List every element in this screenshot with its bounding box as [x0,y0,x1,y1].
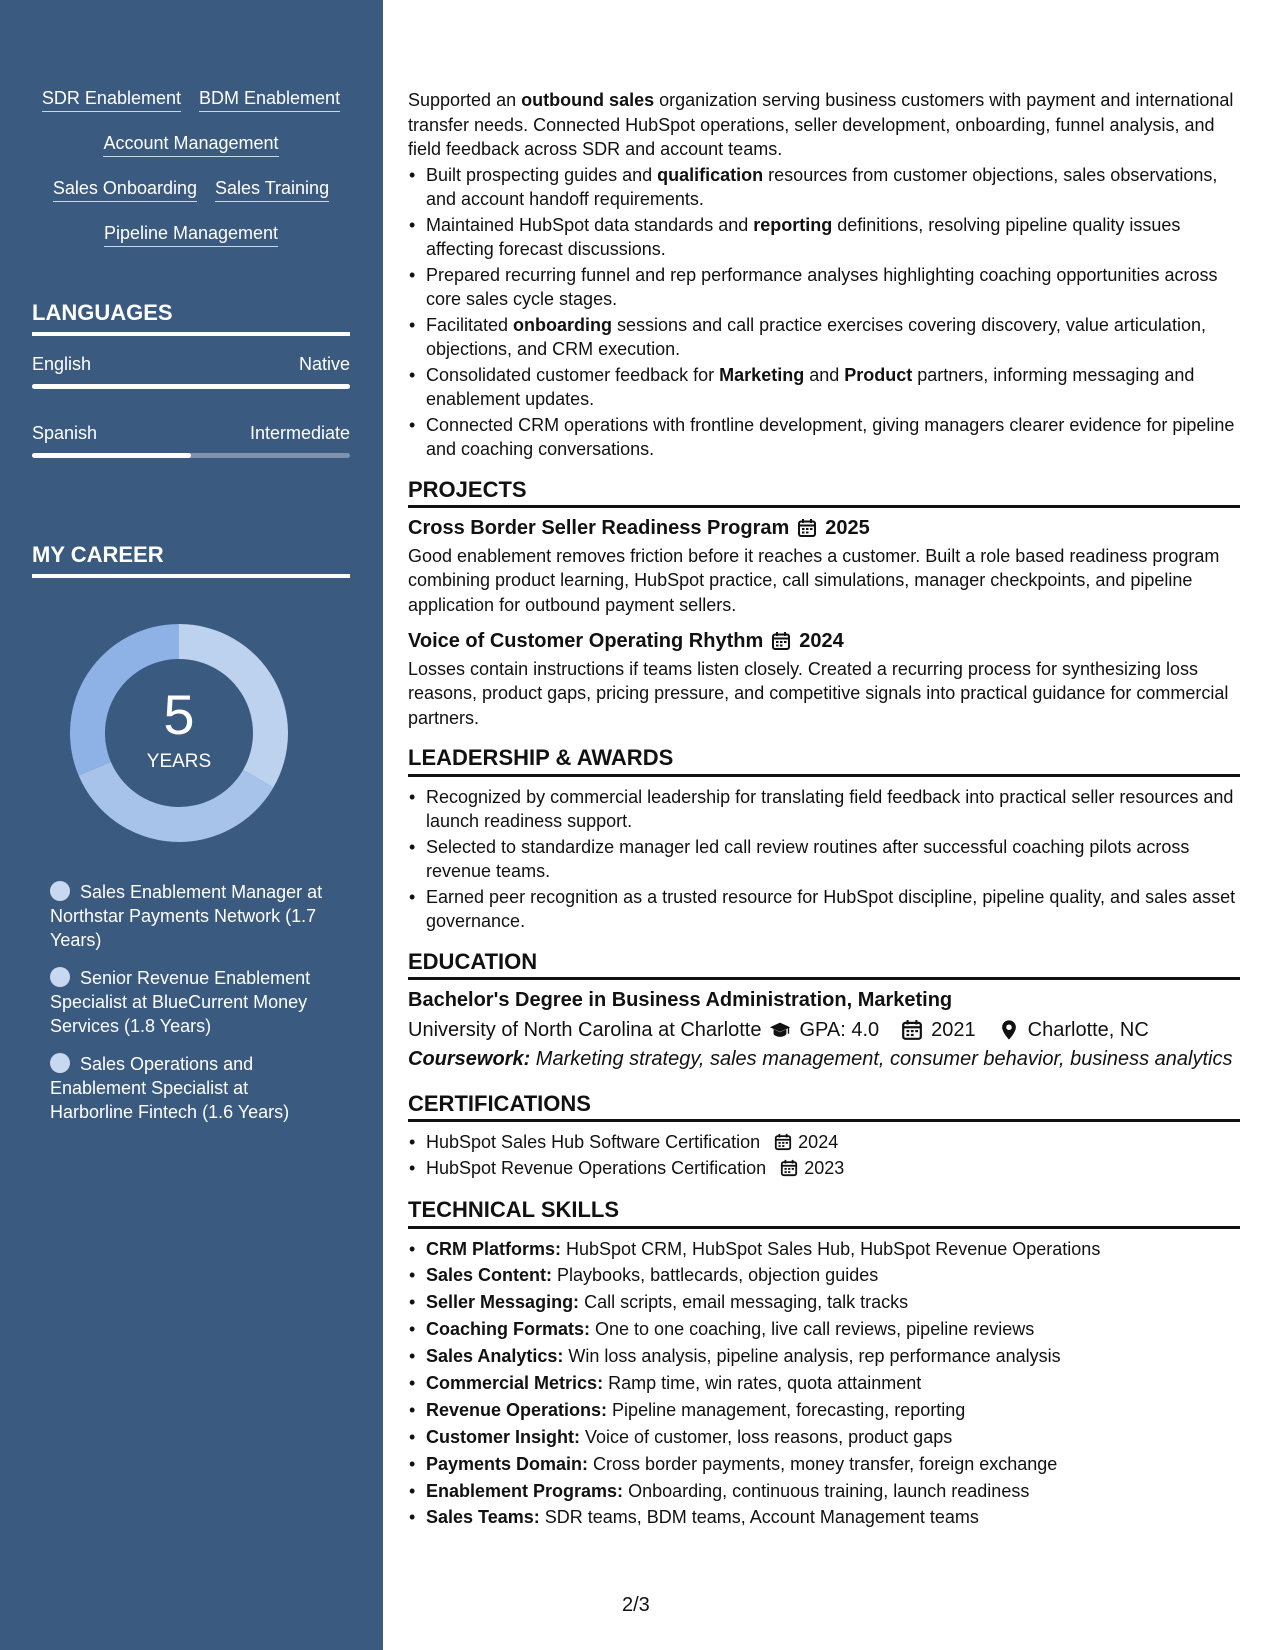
coursework: Coursework: Marketing strategy, sales management, consumer behavior, business analytics [408,1048,1233,1070]
list-item: • Built prospecting guides and qualification resources from customer objections, sales observations, and account handoff requirements. [426,163,1240,212]
degree-title: Bachelor's Degree in Business Administration, Marketing [408,989,953,1011]
skill-row [32,221,350,266]
school-name: University of North Carolina at Charlotte [408,1018,762,1041]
language-level: Native [298,354,350,374]
list-item: • Sales Teams: SDR teams, BDM teams, Account Management teams [426,1505,1240,1530]
page-number: 2/3 [622,1594,650,1616]
skill-row [32,131,350,176]
certification-name: • HubSpot Sales Hub Software Certification [426,1132,761,1152]
leadership-heading: LEADERSHIP & AWARDS [408,746,1240,777]
sidebar [0,0,383,1650]
list-item: • Connected CRM operations with frontline development, giving managers clearer evidence for pipeline and coaching conversations. [426,413,1240,462]
calendar-icon [774,1133,792,1151]
technical-skills-heading: TECHNICAL SKILLS [408,1198,1240,1229]
leadership-list [408,785,1240,934]
career-heading: MY CAREER [32,542,350,578]
list-item: • Earned peer recognition as a trusted resource for HubSpot discipline, pipeline quality, and sales asset governance. [426,885,1240,934]
career-dot-icon [50,881,70,901]
graduation-year: 2021 [931,1018,976,1041]
skill-tag-sdr: SDR Enablement [42,86,181,112]
language-name: Spanish [32,423,98,443]
career-donut [66,620,292,846]
language-english [32,354,350,389]
list-item: • CRM Platforms: HubSpot CRM, HubSpot Sales Hub, HubSpot Revenue Operations [426,1237,1240,1262]
career-dot-icon [50,1053,70,1073]
skill-tag-onboarding: Sales Onboarding [53,176,197,202]
calendar-icon [771,631,791,651]
list-item: • Facilitated onboarding sessions and call practice exercises covering discovery, value articulation, objections, and CRM execution. [426,313,1240,362]
career-total-label: YEARS [146,751,212,772]
technical-skills-list [408,1237,1240,1530]
project-description: Good enablement removes friction before it reaches a customer. Built a role based readiness program combining product learning, HubSpot practice, call simulations, manager checkpoints, and pipeline application for outbound payment sellers. [408,545,1220,615]
experience-summary: Supported an outbound sales organization serving business customers with payment and international transfer needs. Connected HubSpot operations, seller development, onboarding, funnel analysis, and field feedback across SDR and account teams. [408,90,1234,159]
certification-year: 2024 [798,1132,839,1152]
list-item: • Coaching Formats: One to one coaching, live call reviews, pipeline reviews [426,1317,1240,1342]
list-item: • Sales Content: Playbooks, battlecards, objection guides [426,1263,1240,1288]
list-item: • Customer Insight: Voice of customer, loss reasons, product gaps [426,1425,1240,1450]
graduation-cap-icon [769,1019,791,1041]
language-progress-bar [32,453,350,458]
list-item [426,1156,1240,1181]
list-item: • Prepared recurring funnel and rep performance analyses highlighting coaching opportunities across core sales cycle stages. [426,263,1240,312]
language-progress-bar [32,384,350,389]
calendar-icon [780,1159,798,1177]
calendar-icon [901,1019,923,1041]
main-content [408,88,1240,1532]
certification-year: 2023 [804,1157,845,1178]
experience-bullets [408,163,1240,462]
languages-heading: LANGUAGES [32,300,350,336]
education-heading: EDUCATION [408,950,1240,981]
certification-name: • HubSpot Revenue Operations Certification [426,1157,767,1178]
skill-tag-bdm: BDM Enablement [199,86,340,112]
projects-heading: PROJECTS [408,478,1240,509]
certifications-heading: CERTIFICATIONS [408,1092,1240,1123]
skill-tags [32,86,350,266]
list-item: • Seller Messaging: Call scripts, email messaging, talk tracks [426,1290,1240,1315]
career-item [50,1052,330,1124]
project-description: Losses contain instructions if teams listen closely. Created a recurring process for synthesizing loss reasons, product gaps, pricing pressure, and competitive signals into practical guidance for commercial partners. [408,658,1229,728]
list-item: • Selected to standardize manager led call review routines after successful coaching pilots across revenue teams. [426,835,1240,884]
career-item-text: Senior Revenue Enablement Specialist at BlueCurrent Money Services (1.8 Years) [50,968,311,1036]
skill-tag-account: Account Management [103,131,278,157]
career-list [50,880,330,1138]
list-item: • Payments Domain: Cross border payments, money transfer, foreign exchange [426,1452,1240,1477]
skill-tag-training: Sales Training [215,176,329,202]
career-item-text: Sales Enablement Manager at Northstar Payments Network (1.7 Years) [50,882,323,950]
list-item: • Revenue Operations: Pipeline management, forecasting, reporting [426,1398,1240,1423]
project-year: 2024 [799,630,844,652]
list-item: • Sales Analytics: Win loss analysis, pipeline analysis, rep performance analysis [426,1344,1240,1369]
project-title: Voice of Customer Operating Rhythm 2024 [408,630,844,652]
gpa: GPA: 4.0 [799,1018,880,1041]
calendar-icon [797,518,817,538]
language-name: English [32,354,92,374]
career-total-number: 5 [163,683,195,746]
language-progress-fill [32,384,350,389]
career-item [50,966,330,1038]
language-level: Intermediate [249,423,350,443]
list-item: • Consolidated customer feedback for Marketing and Product partners, informing messaging and enablement updates. [426,363,1240,412]
education-details [408,1018,1240,1043]
list-item: • Recognized by commercial leadership for translating field feedback into practical seller resources and launch readiness support. [426,785,1240,834]
list-item: • Commercial Metrics: Ramp time, win rates, quota attainment [426,1371,1240,1396]
skill-tag-pipeline: Pipeline Management [104,221,278,247]
list-item: • Maintained HubSpot data standards and reporting definitions, resolving pipeline quality issues affecting forecast discussions. [426,213,1240,262]
career-item [50,880,330,952]
language-spanish [32,423,350,458]
skill-row [32,176,350,221]
school-location: Charlotte, NC [1027,1018,1149,1041]
career-item-text: Sales Operations and Enablement Specialist at Harborline Fintech (1.6 Years) [50,1054,290,1122]
map-pin-icon [998,1019,1020,1041]
career-total [66,620,292,846]
list-item: • Enablement Programs: Onboarding, continuous training, launch readiness [426,1479,1240,1504]
career-dot-icon [50,967,70,987]
language-progress-fill [32,453,191,458]
project-year: 2025 [825,517,870,539]
project-title: Cross Border Seller Readiness Program 2025 [408,517,870,539]
certifications-list [408,1130,1240,1180]
skill-row [32,86,350,131]
list-item [426,1130,1240,1155]
